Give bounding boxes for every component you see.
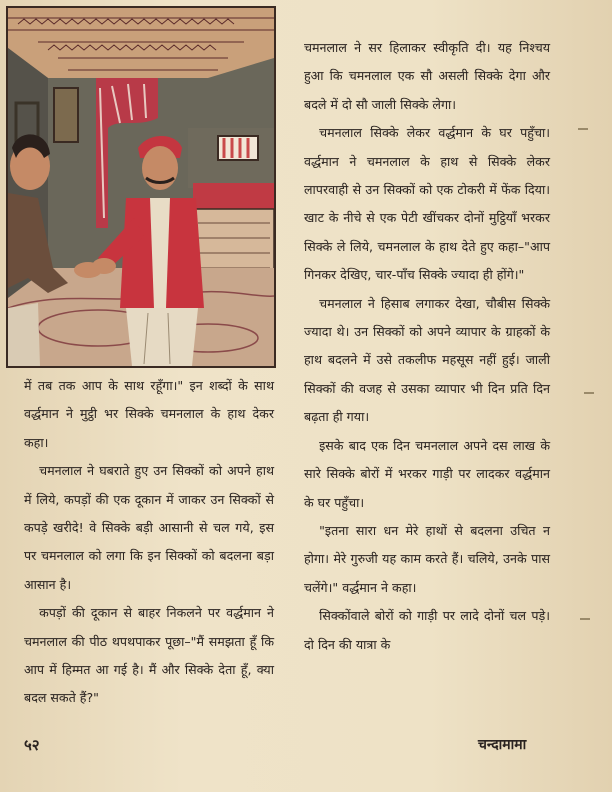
paper-speck [584, 392, 594, 394]
paragraph: कपड़ों की दूकान से बाहर निकलने पर वर्द्धमान ने चमनलाल की पीठ थपथपाकर पूछा–"मैं समझता हूँ कि आप में हिम्मत आ गई है। मैं और सिक्के देता हूँ, क्या बदल सकते हैं?" [24, 605, 274, 706]
paragraph: "इतना सारा धन मेरे हाथों से बदलना उचित न होगा। मेरे गुरुजी यह काम करते हैं। चलिये, उनके पास चलेंगे।" वर्द्धमान ने कहा। [304, 522, 550, 595]
paragraph: में तब तक आप के साथ रहूँगा।" इन शब्दों के साथ वर्द्धमान ने मुट्ठी भर सिक्के चमनलाल के हाथ देकर कहा। [24, 378, 274, 450]
left-text-column [24, 372, 274, 713]
paragraph: सिक्कोंवाले बोरों को गाड़ी पर लादे दोनों चल पड़े। दो दिन की यात्रा के [304, 608, 550, 652]
paragraph: इसके बाद एक दिन चमनलाल अपने दस लाख के सारे सिक्के बोरों में भरकर गाड़ी पर लादकर वर्द्धमान के घर पहुँचा। [304, 437, 550, 510]
right-text-column [304, 34, 550, 659]
paper-speck [580, 618, 590, 620]
paragraph: चमनलाल ने हिसाब लगाकर देखा, चौबीस सिक्के ज्यादा थे। उन सिक्कों को अपने व्यापार के ग्राहकों के हाथ बदलने में उसे तकलीफ महसूस नहीं हुई। जाली सिक्कों की वजह से उसका व्यापार भी दिन प्रति दिन बढ़ता ही गया। [304, 295, 550, 425]
paragraph: चमनलाल ने घबराते हुए उन सिक्कों को अपने हाथ में लिये, कपड़ों की एक दूकान में जाकर उन सिक्कों से कपड़े खरीदे! वे सिक्के बड़ी आसानी से चल गये, इस पर चमनलाल को लगा कि इन सिक्कों को बदलना बड़ा आसान है। [24, 463, 274, 592]
page-number: ५२ [24, 736, 40, 754]
magazine-name: चन्दामामा [478, 737, 527, 753]
paragraph: चमनलाल सिक्के लेकर वर्द्धमान के घर पहुँचा। वर्द्धमान ने चमनलाल के हाथ से सिक्के लेकर लापरवाही से उन सिक्कों को एक टोकरी में फेंक दिया। खाट के नीचे से एक पेटी खींचकर दोनों मुट्ठियाँ भरकर सिक्के ले लिये, चमनलाल के हाथ देते हुए कहा–"आप गिनकर देखिए, चार-पाँच सिक्के ज्यादा ही होंगे।" [304, 125, 550, 283]
story-illustration [6, 6, 276, 368]
paragraph: चमनलाल ने सर हिलाकर स्वीकृति दी। यह निश्चय हुआ कि चमनलाल एक सौ असली सिक्के देगा और बदले में दो सौ जाली सिक्के लेगा। [304, 40, 550, 112]
paper-speck [578, 128, 588, 130]
